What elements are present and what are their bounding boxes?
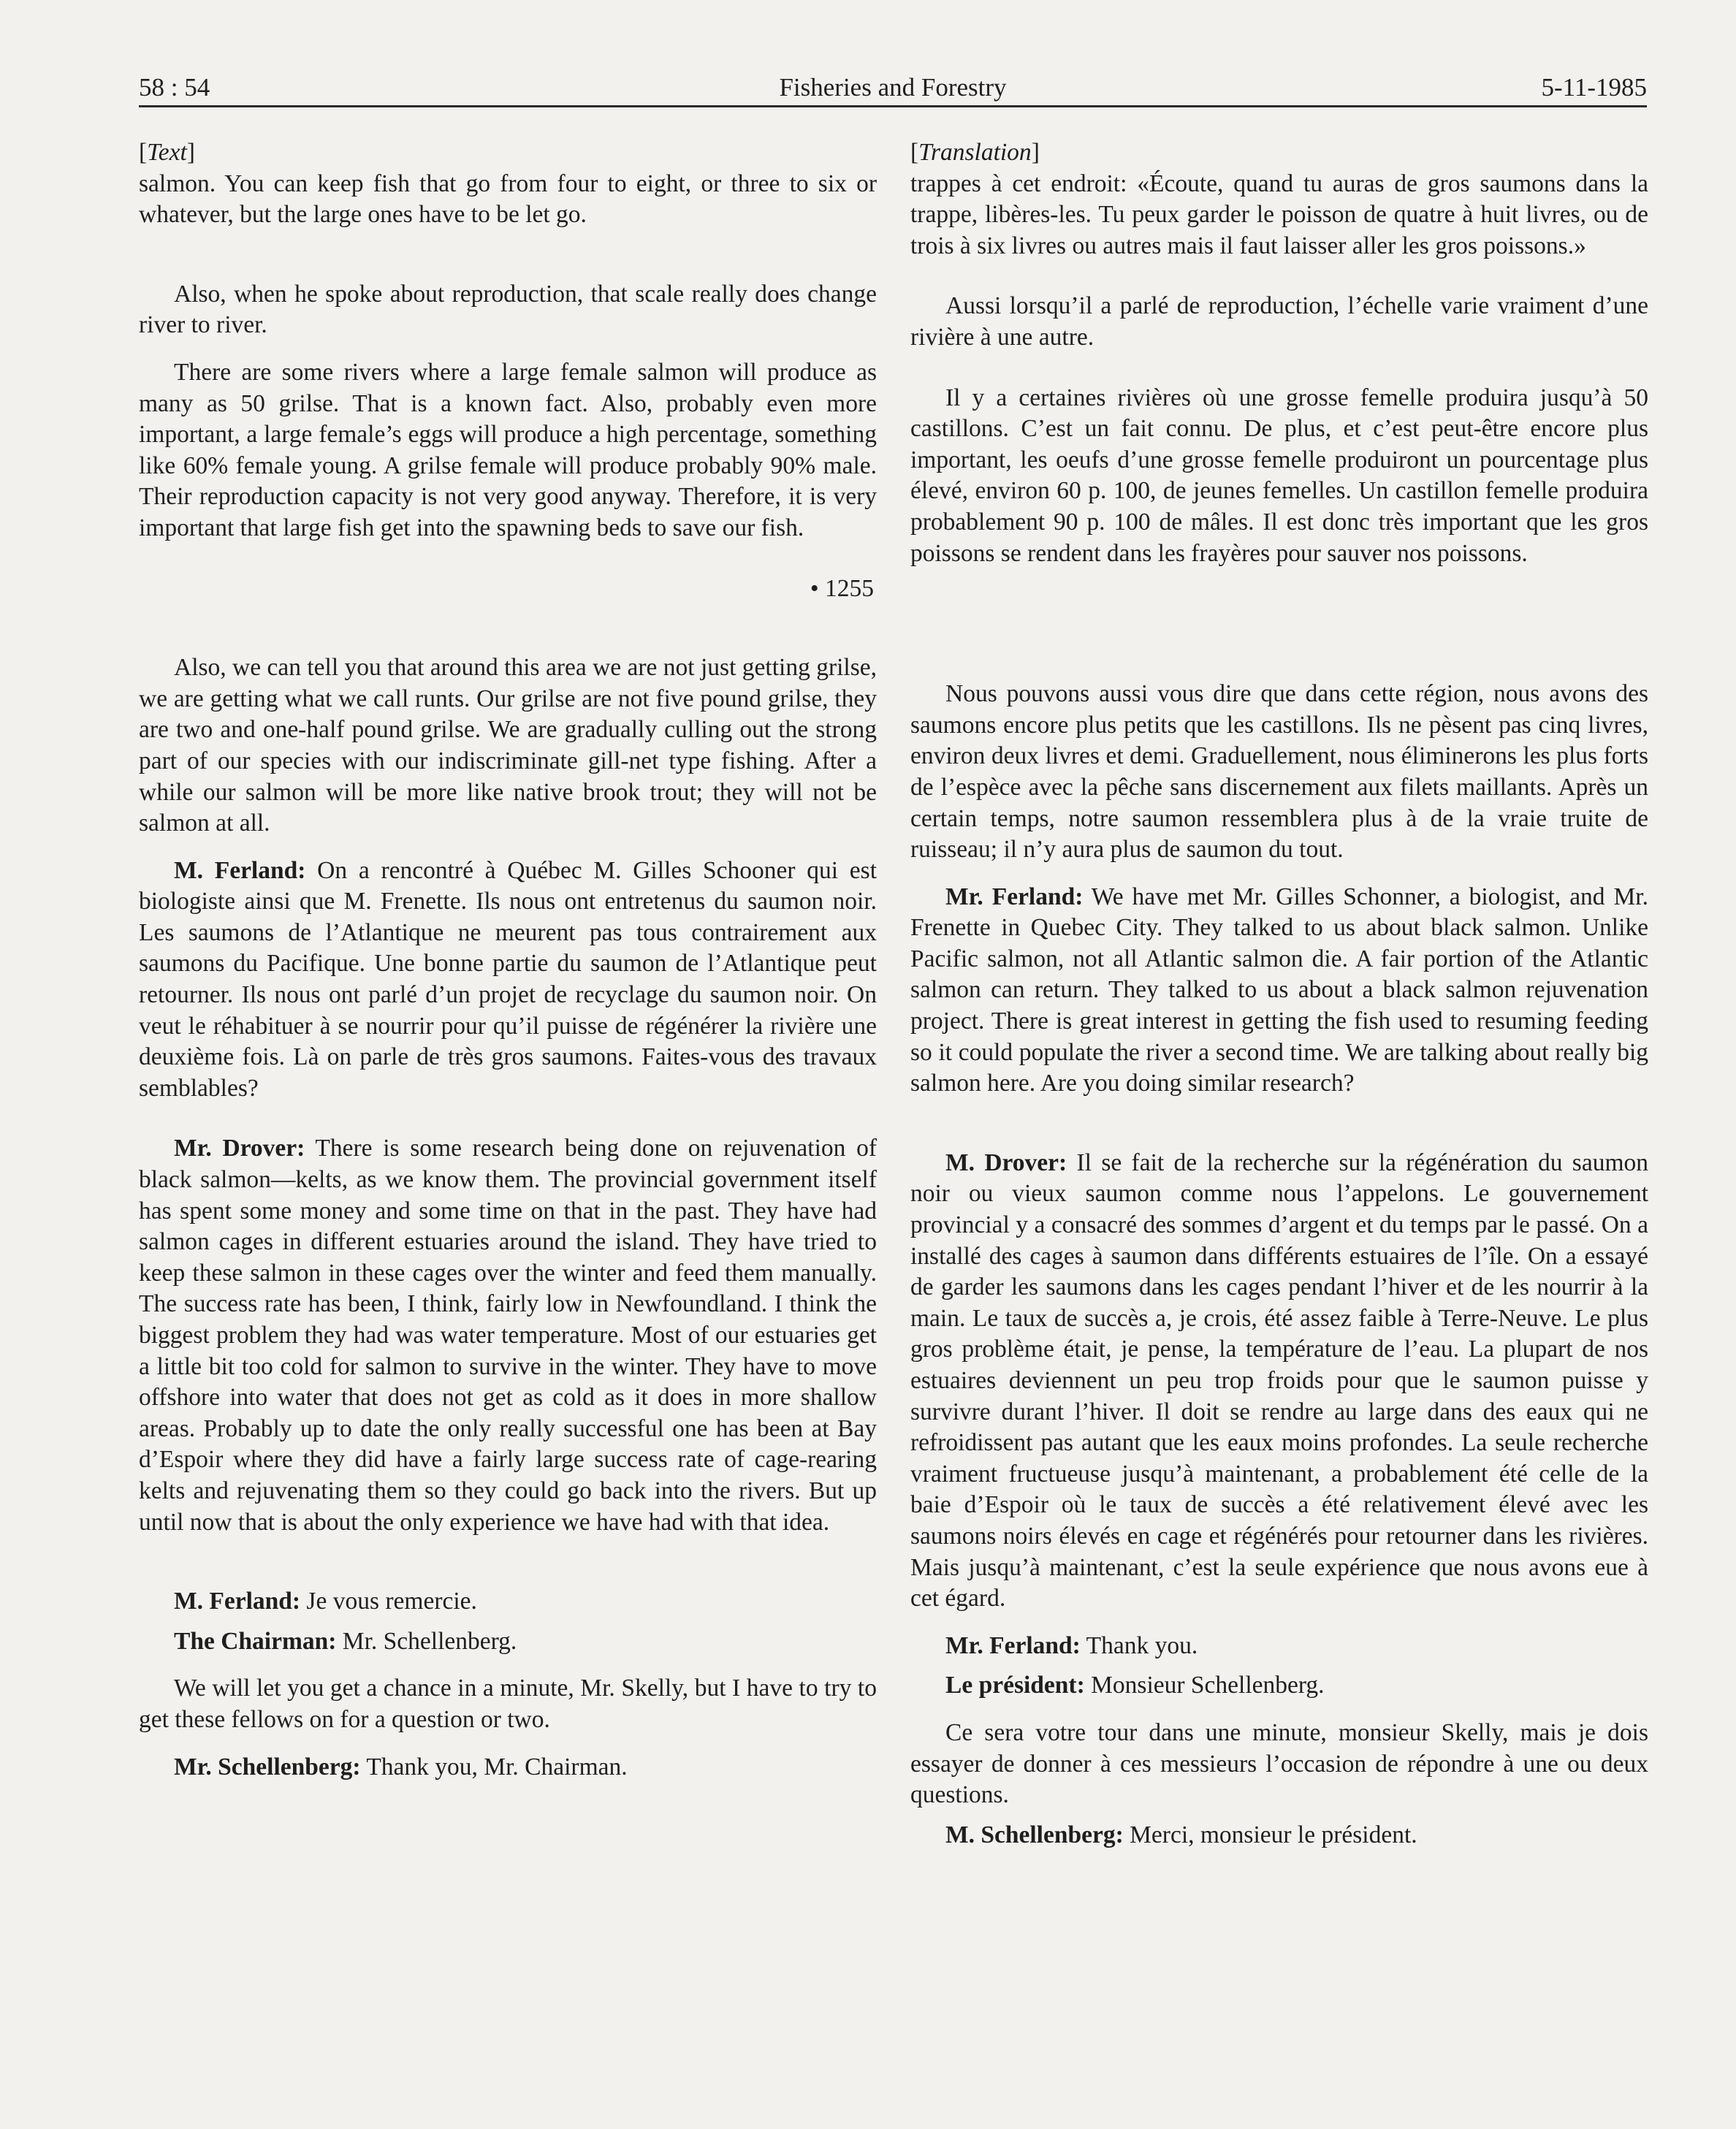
speaker-name: M. Ferland: bbox=[174, 856, 306, 884]
speaker-name: Mr. Schellenberg: bbox=[174, 1753, 361, 1780]
speaker-name: Mr. Drover: bbox=[174, 1135, 305, 1162]
paragraph: Nous pouvons aussi vous dire que dans cette région, nous avons des saumons encore plus petits que les castillons. Ils ne pèsent pas cinq livres, environ deux livres et demi. Graduellement, nous éliminerons les plus forts de l’espèce avec la pêche sans discernement aux filets maillants. Après un certain temps, notre saumon ressemblera plus à de la vraie truite de ruisseau; il n’y aura plus de saumon du tout. bbox=[910, 680, 1648, 864]
speech-ferland: M. Ferland: On a rencontré à Québec M. Gilles Schooner qui est biologiste ainsi que M. Frenette. Ils nous ont entretenus du saumon noir. Les saumons de l’Atlantique ne meurent pas tous contrairement aux saumons du Pacifique. Une bonne partie du saumon de l’Atlantique peut retourner. Ils nous ont parlé d’un projet de recyclage du saumon noir. On veut le réhabituer à se nourrir pour qu’il puisse de régénérer la rivière une deuxième fois. Là on parle de très gros saumons. Faites-vous des travaux semblables? bbox=[139, 856, 877, 1102]
speech-drover: Mr. Drover: There is some research being done on rejuvenation of black salmon—kelts, as we know them. The provincial government itself has spent some money and some time on that in the past. They have had salmon cages in different estuaries around the island. They have tried to keep these salmon in these cages over the winter and feed them manually. The success rate has been, I think, fairly low in Newfoundland. I think the biggest problem they had was water temperature. Most of our estuaries get a little bit too cold for salmon to survive in the winter. They have to move offshore into water that does not get as cold as it does in more shallow areas. Probably up to date the only really successful one has been at Bay d’Espoir where they did have a fairly large success rate of cage-rearing kelts and rejuvenating them so they could go back into the rivers. But up until now that is about the only experience we have had with that idea. bbox=[139, 1135, 877, 1536]
speech-ferland: Mr. Ferland: We have met Mr. Gilles Schonner, a biologist, and Mr. Frenette in Quebec City. They talked to us about black salmon. Unlike Pacific salmon, not all Atlantic salmon die. A fair portion of the Atlantic salmon can return. They talked to us about a black salmon rejuvenation project. There is great interest in getting the fish used to resuming feeding so it could populate the river a second time. We are talking about really big salmon here. Are you doing similar research? bbox=[910, 883, 1648, 1097]
paragraph: Ce sera votre tour dans une minute, monsieur Skelly, mais je dois essayer de donner à ces messieurs l’occasion de répondre à une ou deux questions. bbox=[910, 1718, 1648, 1809]
speaker-name: M. Ferland: bbox=[174, 1588, 301, 1615]
speech-chairman: Le président: Monsieur Schellenberg. bbox=[945, 1672, 1325, 1699]
publication-title: Fisheries and Forestry bbox=[779, 73, 1007, 102]
speech-schellenberg: M. Schellenberg: Merci, monsieur le président. bbox=[945, 1821, 1417, 1848]
issue-date: 5-11-1985 bbox=[1541, 73, 1647, 102]
speech-schellenberg: Mr. Schellenberg: Thank you, Mr. Chairman. bbox=[174, 1753, 628, 1780]
speech-drover: M. Drover: Il se fait de la recherche sur la régénération du saumon noir ou vieux saumon comme nous l’appelons. Le gouvernement provincial y a consacré des sommes d’argent et du temps par le passé. On a installé des cages à saumon dans différents estuaires de l’île. On a essayé de garder les saumons dans les cages pendant l’hiver et de les nourrir à la main. Le taux de succès a, je crois, été assez faible à Terre-Neuve. Le plus gros problème était, je pense, la température de l’eau. La plupart de nos estuaires deviennent un peu trop froids pour que le saumon puisse y survivre durant l’hiver. Il doit se rendre au large dans des eaux qui ne refroidissent pas autant que les eaux moins profondes. La seule recherche vraiment fructueuse jusqu’à maintenant, a probablement été celle de la baie d’Espoir où le taux de succès a été relativement élevé avec les saumons noirs élevés en cage et régénérés pour retourner dans les rivières. Mais jusqu’à maintenant, c’est la seule expérience que nous avons eue à cet égard. bbox=[910, 1149, 1649, 1612]
speaker-name: Le président: bbox=[945, 1672, 1085, 1699]
speech-ferland-2: Mr. Ferland: Thank you. bbox=[945, 1631, 1198, 1659]
speaker-name: M. Drover: bbox=[945, 1149, 1067, 1176]
left-column bbox=[139, 137, 877, 1783]
paragraph: Aussi lorsqu’il a parlé de reproduction, l’échelle varie vraiment d’une rivière à une autre. bbox=[910, 292, 1648, 351]
paragraph: There are some rivers where a large female salmon will produce as many as 50 grilse. That is a known fact. Also, probably even more important, a large female’s eggs will produce a high percentage, something like 60% female young. A grilse female will produce probably 90% male. Their reproduction capacity is not very good anyway. Therefore, it is very important that large fish get into the spawning beds to save our fish. bbox=[139, 358, 877, 541]
speech-ferland-2: M. Ferland: Je vous remercie. bbox=[174, 1588, 477, 1615]
column-label: [Translation] bbox=[910, 139, 1040, 166]
running-header bbox=[139, 67, 1647, 108]
paragraph: Il y a certaines rivières où une grosse femelle produira jusqu’à 50 castillons. C’est un fait connu. De plus, et c’est peut-être encore plus important, les oeufs d’une grosse femelle produiront un pourcentage plus élevé, environ 60 p. 100, de jeunes femelles. Un castillon femelle produira probablement 90 p. 100 de mâles. Il est donc très important que les gros poissons se rendent dans les frayères pour sauver nos poissons. bbox=[910, 384, 1648, 567]
speech-chairman: The Chairman: Mr. Schellenberg. bbox=[174, 1627, 517, 1655]
speaker-name: Mr. Ferland: bbox=[945, 1631, 1081, 1659]
header-rule bbox=[139, 105, 1647, 107]
right-column bbox=[910, 137, 1648, 1851]
paragraph: Also, we can tell you that around this area we are not just getting grilse, we are getting what we call runts. Our grilse are not five pound grilse, they are two and one-half pound grilse. We are gradually culling out the strong part of our species with our indiscriminate gill-net type fishing. After a while our salmon will be more like native brook trout; they will not be salmon at all. bbox=[139, 654, 877, 837]
column-label: [Text] bbox=[139, 139, 195, 166]
paragraph: We will let you get a chance in a minute, Mr. Skelly, but I have to try to get these fellows on for a question or two. bbox=[139, 1675, 877, 1733]
speaker-name: M. Schellenberg: bbox=[945, 1821, 1124, 1848]
speaker-name: The Chairman: bbox=[174, 1627, 337, 1655]
paragraph: trappes à cet endroit: «Écoute, quand tu auras de gros saumons dans la trappe, libères-les. Tu peux garder le poisson de quatre à huit livres, ou de trois à six livres ou autres mais il faut laisser aller les gros poissons.» bbox=[910, 170, 1648, 259]
time-marker: • 1255 bbox=[810, 574, 874, 602]
paragraph: Also, when he spoke about reproduction, that scale really does change river to river. bbox=[139, 280, 877, 339]
paragraph: salmon. You can keep fish that go from four to eight, or three to six or whatever, but the large ones have to be let go. bbox=[139, 170, 877, 229]
page-number: 58 : 54 bbox=[139, 73, 210, 102]
speaker-name: Mr. Ferland: bbox=[945, 883, 1084, 910]
